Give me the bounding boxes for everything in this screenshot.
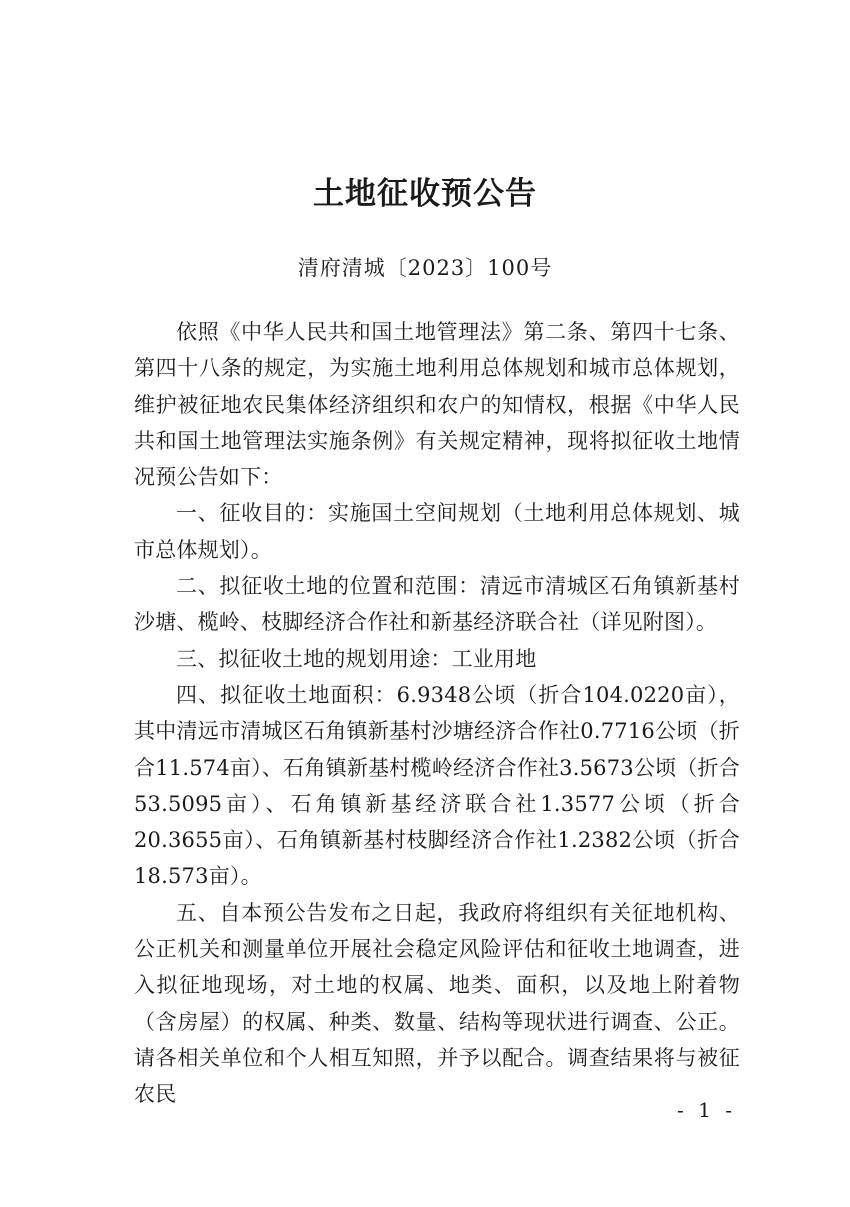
paragraph-survey: 五、自本预公告发布之日起，我政府将组织有关征地机构、公正机关和测量单位开展社会稳定风险评估和征收土地调查，进入拟征地现场，对土地的权属、地类、面积，以及地上附着物（含房屋）的权属、种类、数量、结构等现状进行调查、公正。请各相关单位和个人相互知照，并予以配合。调查结果将与被征农民: [134, 900, 740, 1107]
document-number: 清府清城〔2023〕100号: [297, 256, 553, 280]
page-number: - 1 -: [677, 1098, 736, 1122]
document-body: [134, 314, 740, 1113]
paragraph-location: 二、拟征收土地的位置和范围：清远市清城区石角镇新基村沙塘、榄岭、枝脚经济合作社和新基经济联合社（详见附图）。: [134, 574, 740, 635]
paragraph-area: 四、拟征收土地面积：6.9348公顷（折合104.0220亩），其中清远市清城区石角镇新基村沙塘经济合作社0.7716公顷（折合11.574亩）、石角镇新基村榄岭经济合作社3.5673公顷（折合53.5095亩）、石角镇新基经济联合社1.3577公顷（折合20.3655亩）、石角镇新基村枝脚经济合作社1.2382公顷（折合18.573亩）。: [134, 682, 740, 889]
paragraph-intro: 依照《中华人民共和国土地管理法》第二条、第四十七条、第四十八条的规定，为实施土地利用总体规划和城市总体规划，维护被征地农民集体经济组织和农户的知情权，根据《中华人民共和国土地管理法实施条例》有关规定精神，现将拟征收土地情况预公告如下：: [134, 320, 740, 490]
document-title: 土地征收预公告: [313, 176, 537, 212]
paragraph-planned-use: 三、拟征收土地的规划用途：工业用地: [176, 646, 537, 671]
paragraph-purpose: 一、征收目的：实施国土空间规划（土地利用总体规划、城市总体规划）。: [134, 501, 740, 562]
